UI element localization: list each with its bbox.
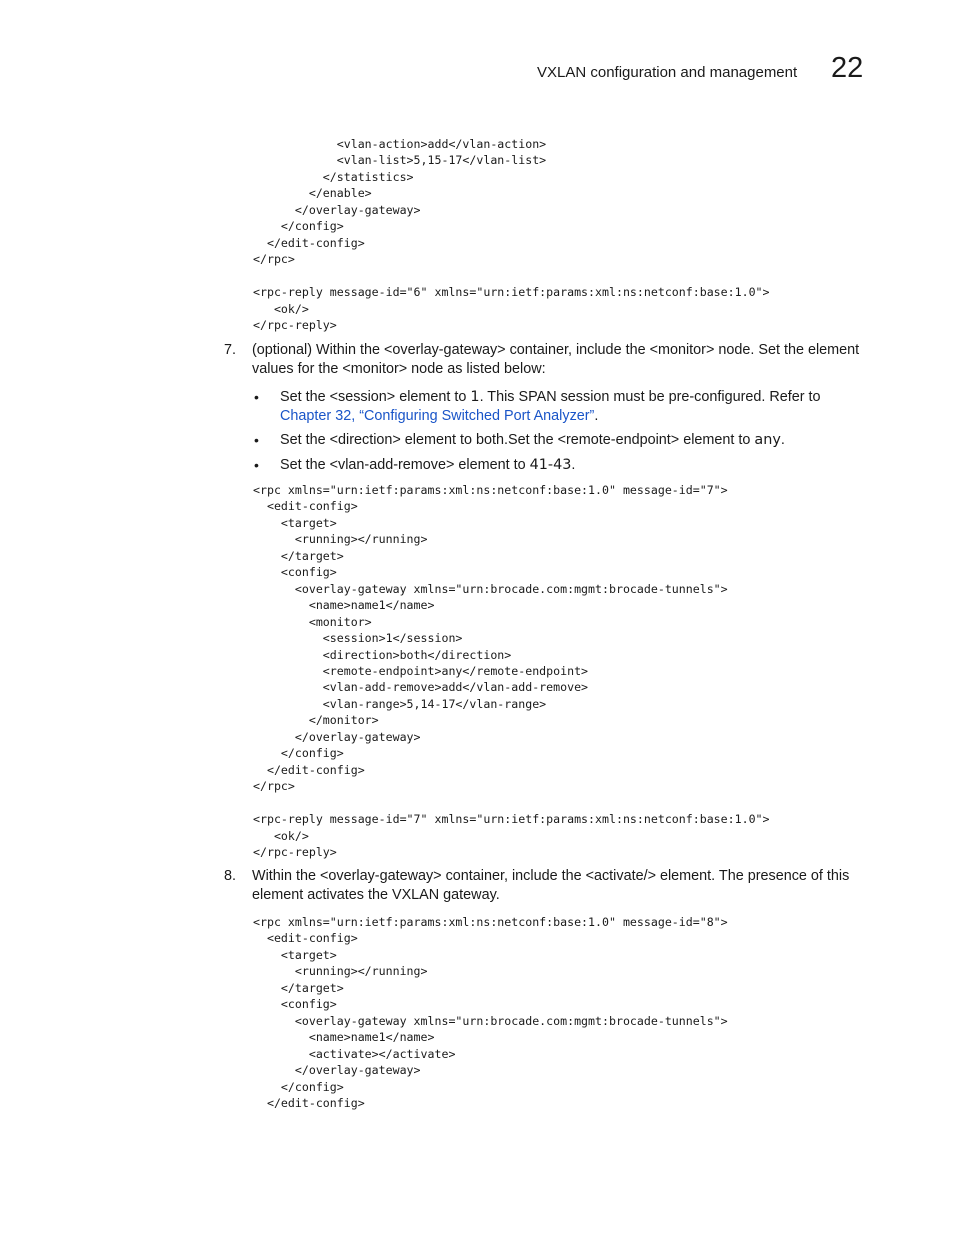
bullet-session-end: . — [594, 407, 599, 424]
bullet-icon: • — [254, 389, 259, 405]
step-8-text: Within the <overlay-gateway> container, include the <activate/> element. The presence of this element activates the VXLAN gateway. — [252, 868, 850, 903]
bullet-direction-prefix: Set the <direction> element to both.Set the <remote-endpoint> element to — [280, 432, 755, 448]
bullet-direction — [254, 431, 854, 450]
step-7 — [224, 341, 872, 379]
bullet-session-suffix: . This SPAN session must be pre-configured. Refer to — [479, 389, 821, 405]
bullet-session-prefix: Set the <session> element to — [280, 389, 471, 405]
running-header-title: VXLAN configuration and management — [537, 64, 798, 81]
code-block-step-7: <rpc xmlns="urn:ietf:params:xml:ns:netconf:base:1.0" message-id="7"> <edit-config> <target> <running></running> </target> <config> <overlay-gateway xmlns="urn:brocade.com:mgmt:brocade-tunnels"> <name>name1</name> <monitor> <session>1</session> <direction>both</direction> <remote-endpoint>any</remote-endpoint> <vlan-add-remove>add</vlan-add-remove> <vlan-range>5,14-17</vlan-range> </monitor> </overlay-gateway> </config> </edit-config> </rpc> <rpc-reply message-id="7" xmlns="urn:ietf:params:xml:ns:netconf:base:1.0"> <ok/> </rpc-reply> — [253, 483, 770, 859]
bullet-vlan-value: 41-43 — [529, 457, 572, 473]
bullet-vlan-add-remove — [254, 456, 854, 475]
bullet-session-value: 1 — [470, 389, 480, 405]
bullet-icon: • — [254, 457, 259, 473]
step-7-text: (optional) Within the <overlay-gateway> container, include the <monitor> node. Set the element values for the <monitor> node as listed below: — [252, 342, 860, 377]
code-block-step-8: <rpc xmlns="urn:ietf:params:xml:ns:netconf:base:1.0" message-id="8"> <edit-config> <target> <running></running> </target> <config> <overlay-gateway xmlns="urn:brocade.com:mgmt:brocade-tunnels"> <name>name1</name> <activate></activate> </overlay-gateway> </config> </edit-config> — [253, 915, 728, 1110]
bullet-vlan-suffix: . — [571, 457, 576, 473]
bullet-direction-suffix: . — [780, 432, 785, 448]
step-7-number: 7. — [224, 342, 237, 358]
chapter-32-link[interactable]: Chapter 32, “Configuring Switched Port Analyzer” — [280, 407, 595, 424]
code-block-step-6-end: <vlan-action>add</vlan-action> <vlan-list>5,15-17</vlan-list> </statistics> </enable> </overlay-gateway> </config> </edit-config> </rpc> <rpc-reply message-id="6" xmlns="urn:ietf:params:xml:ns:netconf:base:1.0"> <ok/> </rpc-reply> — [253, 137, 770, 332]
bullet-direction-value: any — [754, 432, 781, 448]
step-8-number: 8. — [224, 868, 237, 884]
bullet-session — [254, 388, 854, 425]
chapter-number: 22 — [831, 52, 864, 84]
bullet-vlan-prefix: Set the <vlan-add-remove> element to — [280, 457, 530, 473]
step-8 — [224, 867, 872, 905]
bullet-icon: • — [254, 432, 259, 448]
